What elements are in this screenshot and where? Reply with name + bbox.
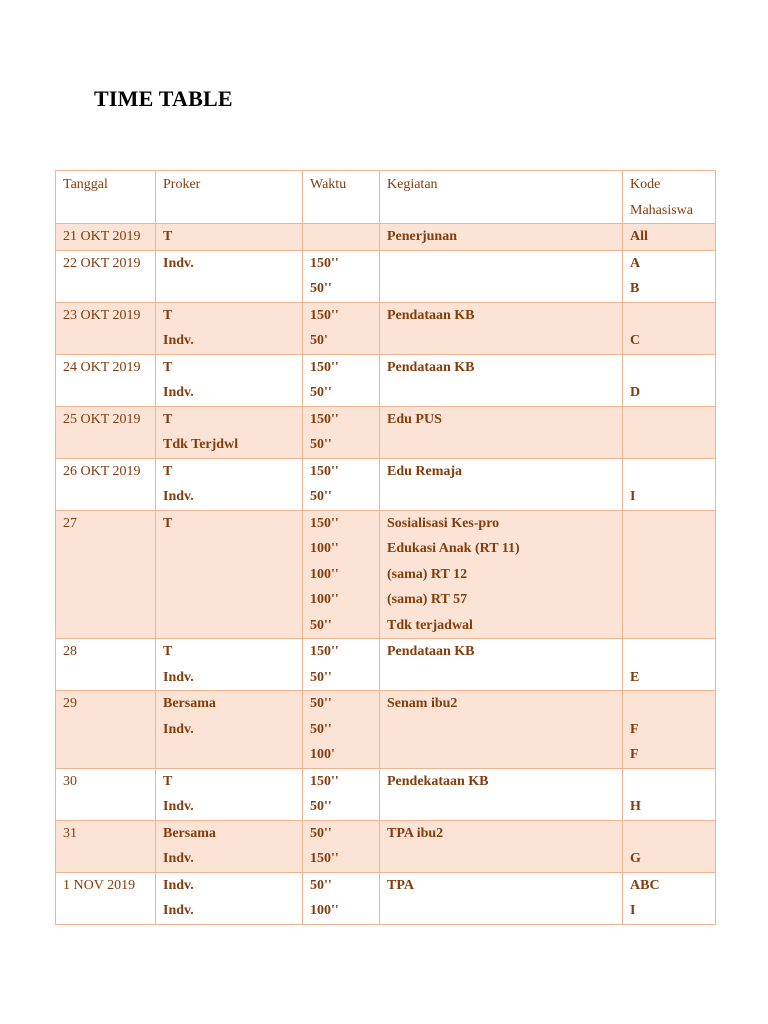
- cell-waktu: [303, 872, 380, 924]
- cell-kegiatan: [380, 250, 623, 302]
- cell-line: [387, 742, 615, 768]
- cell-line: 100': [310, 747, 335, 762]
- cell-line: [387, 276, 615, 302]
- cell-waktu: [303, 458, 380, 510]
- cell-kegiatan: [380, 768, 623, 820]
- cell-text: 1 NOV 2019: [63, 877, 136, 893]
- cell-line: E: [630, 669, 640, 685]
- cell-line: [630, 691, 708, 717]
- cell-line: T: [163, 411, 173, 427]
- cell-line: [387, 665, 615, 691]
- cell-proker: [156, 691, 303, 769]
- cell-line: Penerjunan: [387, 229, 457, 244]
- cell-line: [387, 846, 615, 872]
- cell-line: [163, 613, 295, 639]
- cell-line: Indv.: [163, 877, 194, 893]
- cell-kode: [623, 820, 716, 872]
- cell-waktu: [303, 406, 380, 458]
- cell-tanggal: [56, 406, 156, 458]
- cell-kegiatan: [380, 302, 623, 354]
- cell-waktu: [303, 510, 380, 639]
- cell-kegiatan: [380, 224, 623, 251]
- cell-line: 100'': [310, 566, 339, 582]
- cell-kegiatan: [380, 639, 623, 691]
- cell-text: 28: [63, 644, 77, 659]
- header-kode-line1: Kode: [630, 177, 661, 192]
- cell-kode: [623, 768, 716, 820]
- cell-line: [163, 562, 295, 588]
- header-kode-line2: Mahasiswa: [630, 202, 693, 218]
- cell-kegiatan: [380, 510, 623, 639]
- header-tanggal: Tanggal: [56, 171, 156, 224]
- cell-line: 150'': [310, 851, 339, 866]
- cell-line: Indv.: [163, 669, 194, 685]
- cell-line: Pendataan KB: [387, 644, 475, 659]
- cell-line: F: [630, 721, 639, 737]
- cell-line: 150'': [310, 307, 339, 323]
- cell-line: Indv.: [163, 799, 194, 814]
- cell-line: [630, 511, 708, 537]
- cell-proker: [156, 872, 303, 924]
- cell-line: 50'': [310, 617, 332, 633]
- time-table: [55, 170, 716, 925]
- table-row: [56, 639, 716, 691]
- cell-text: 25 OKT 2019: [63, 411, 141, 427]
- cell-line: [630, 355, 708, 381]
- cell-line: T: [163, 359, 173, 375]
- cell-line: Indv.: [163, 255, 194, 271]
- cell-text: 30: [63, 773, 77, 789]
- cell-line: [163, 742, 295, 768]
- cell-line: [387, 717, 615, 743]
- cell-line: Bersama: [163, 696, 216, 711]
- header-kegiatan: Kegiatan: [380, 171, 623, 224]
- cell-line: 50'': [310, 281, 332, 296]
- cell-line: 50'': [310, 385, 332, 400]
- cell-line: T: [163, 515, 173, 531]
- cell-line: Edu Remaja: [387, 463, 463, 479]
- cell-line: F: [630, 747, 639, 762]
- cell-line: Pendataan KB: [387, 307, 475, 323]
- cell-line: [630, 613, 708, 639]
- cell-line: T: [163, 307, 173, 323]
- table-row: [56, 302, 716, 354]
- page-title: TIME TABLE: [94, 86, 233, 111]
- cell-waktu: [303, 224, 380, 251]
- cell-kode: [623, 250, 716, 302]
- cell-line: D: [630, 385, 641, 400]
- cell-text: 26 OKT 2019: [63, 463, 141, 479]
- cell-line: Tdk terjadwal: [387, 617, 473, 633]
- cell-line: Pendekataan KB: [387, 773, 489, 789]
- cell-line: [630, 432, 708, 458]
- cell-line: [163, 276, 295, 302]
- cell-line: 150'': [310, 255, 339, 271]
- cell-proker: [156, 639, 303, 691]
- cell-kode: [623, 510, 716, 639]
- cell-waktu: [303, 302, 380, 354]
- cell-text: 21 OKT 2019: [63, 229, 141, 244]
- cell-line: [630, 303, 708, 329]
- cell-line: [387, 328, 615, 354]
- cell-proker: [156, 406, 303, 458]
- cell-line: TPA ibu2: [387, 825, 444, 841]
- cell-line: T: [163, 773, 173, 789]
- table-row: [56, 691, 716, 769]
- cell-line: G: [630, 851, 641, 866]
- cell-line: (sama) RT 12: [387, 566, 468, 582]
- cell-line: C: [630, 333, 641, 348]
- cell-waktu: [303, 768, 380, 820]
- header-kode-mahasiswa: [623, 171, 716, 224]
- table-header-row: [56, 171, 716, 224]
- cell-tanggal: [56, 458, 156, 510]
- cell-line: [163, 536, 295, 562]
- cell-line: T: [163, 463, 173, 479]
- table-row: [56, 224, 716, 251]
- cell-kode: [623, 302, 716, 354]
- cell-line: 50'': [310, 669, 332, 685]
- cell-line: 150'': [310, 411, 339, 427]
- cell-line: 150'': [310, 463, 339, 479]
- cell-kode: [623, 406, 716, 458]
- table-row: [56, 406, 716, 458]
- cell-line: TPA: [387, 877, 414, 893]
- cell-line: Indv.: [163, 851, 194, 866]
- cell-kegiatan: [380, 458, 623, 510]
- cell-line: [310, 224, 372, 250]
- cell-line: T: [163, 229, 173, 244]
- table-row: [56, 872, 716, 924]
- cell-line: [387, 794, 615, 820]
- table-row: [56, 510, 716, 639]
- cell-waktu: [303, 250, 380, 302]
- cell-text: 27: [63, 515, 77, 531]
- cell-kode: [623, 691, 716, 769]
- cell-kode: [623, 354, 716, 406]
- cell-tanggal: [56, 250, 156, 302]
- cell-line: 100'': [310, 541, 339, 556]
- cell-line: 150'': [310, 644, 339, 659]
- cell-line: All: [630, 229, 648, 244]
- cell-line: 50'': [310, 721, 332, 737]
- cell-text: 31: [63, 825, 77, 841]
- cell-line: I: [630, 903, 636, 918]
- cell-line: Indv.: [163, 489, 194, 504]
- cell-line: [630, 536, 708, 562]
- cell-kegiatan: [380, 406, 623, 458]
- cell-tanggal: [56, 354, 156, 406]
- cell-line: I: [630, 489, 636, 504]
- cell-line: B: [630, 281, 640, 296]
- cell-line: [630, 587, 708, 613]
- cell-line: [630, 562, 708, 588]
- cell-proker: [156, 250, 303, 302]
- cell-line: Edu PUS: [387, 411, 442, 427]
- cell-kegiatan: [380, 820, 623, 872]
- cell-line: 50'': [310, 825, 332, 841]
- cell-proker: [156, 302, 303, 354]
- cell-kode: [623, 639, 716, 691]
- cell-tanggal: [56, 302, 156, 354]
- table-row: [56, 250, 716, 302]
- cell-line: 50'': [310, 489, 332, 504]
- cell-text: 29: [63, 696, 77, 711]
- cell-line: (sama) RT 57: [387, 592, 468, 607]
- cell-line: A: [630, 255, 641, 271]
- cell-kode: [623, 872, 716, 924]
- cell-line: 50'': [310, 877, 332, 893]
- cell-line: Indv.: [163, 333, 194, 348]
- cell-line: 50': [310, 333, 328, 348]
- cell-waktu: [303, 691, 380, 769]
- cell-proker: [156, 458, 303, 510]
- cell-line: 100'': [310, 592, 339, 607]
- cell-proker: [156, 820, 303, 872]
- cell-line: Indv.: [163, 903, 194, 918]
- cell-tanggal: [56, 768, 156, 820]
- cell-line: [630, 769, 708, 795]
- table-row: [56, 820, 716, 872]
- header-proker: Proker: [156, 171, 303, 224]
- cell-tanggal: [56, 224, 156, 251]
- cell-tanggal: [56, 820, 156, 872]
- cell-line: [630, 459, 708, 485]
- cell-proker: [156, 224, 303, 251]
- table-row: [56, 354, 716, 406]
- cell-line: Edukasi Anak (RT 11): [387, 541, 520, 556]
- cell-proker: [156, 354, 303, 406]
- cell-line: T: [163, 644, 173, 659]
- cell-line: [387, 432, 615, 458]
- cell-line: [163, 587, 295, 613]
- cell-proker: [156, 768, 303, 820]
- header-waktu: Waktu: [303, 171, 380, 224]
- table-row: [56, 458, 716, 510]
- cell-waktu: [303, 354, 380, 406]
- cell-line: 50'': [310, 437, 332, 452]
- cell-kegiatan: [380, 354, 623, 406]
- cell-line: Indv.: [163, 385, 194, 400]
- cell-kode: [623, 458, 716, 510]
- cell-line: Tdk Terjdwl: [163, 437, 239, 452]
- cell-line: Indv.: [163, 721, 194, 737]
- cell-line: Sosialisasi Kes-pro: [387, 515, 500, 531]
- cell-line: 150'': [310, 773, 339, 789]
- cell-waktu: [303, 639, 380, 691]
- cell-kegiatan: [380, 691, 623, 769]
- cell-line: [387, 898, 615, 924]
- cell-line: 150'': [310, 515, 339, 531]
- cell-proker: [156, 510, 303, 639]
- cell-line: 100'': [310, 903, 339, 918]
- cell-line: Bersama: [163, 825, 216, 841]
- cell-waktu: [303, 820, 380, 872]
- cell-line: [387, 484, 615, 510]
- cell-text: 22 OKT 2019: [63, 255, 141, 271]
- table-row: [56, 768, 716, 820]
- cell-line: H: [630, 799, 641, 814]
- cell-text: 23 OKT 2019: [63, 307, 141, 323]
- cell-line: [387, 380, 615, 406]
- cell-line: 150'': [310, 359, 339, 375]
- cell-kegiatan: [380, 872, 623, 924]
- cell-line: [387, 251, 615, 277]
- cell-line: Pendataan KB: [387, 359, 475, 375]
- cell-line: Senam ibu2: [387, 696, 458, 711]
- cell-line: [630, 639, 708, 665]
- cell-kode: [623, 224, 716, 251]
- cell-text: 24 OKT 2019: [63, 359, 141, 375]
- cell-tanggal: [56, 639, 156, 691]
- cell-tanggal: [56, 691, 156, 769]
- cell-line: [630, 821, 708, 847]
- cell-tanggal: [56, 510, 156, 639]
- cell-line: 50'': [310, 799, 332, 814]
- cell-tanggal: [56, 872, 156, 924]
- cell-line: ABC: [630, 877, 660, 893]
- cell-line: 50'': [310, 696, 332, 711]
- cell-line: [630, 407, 708, 433]
